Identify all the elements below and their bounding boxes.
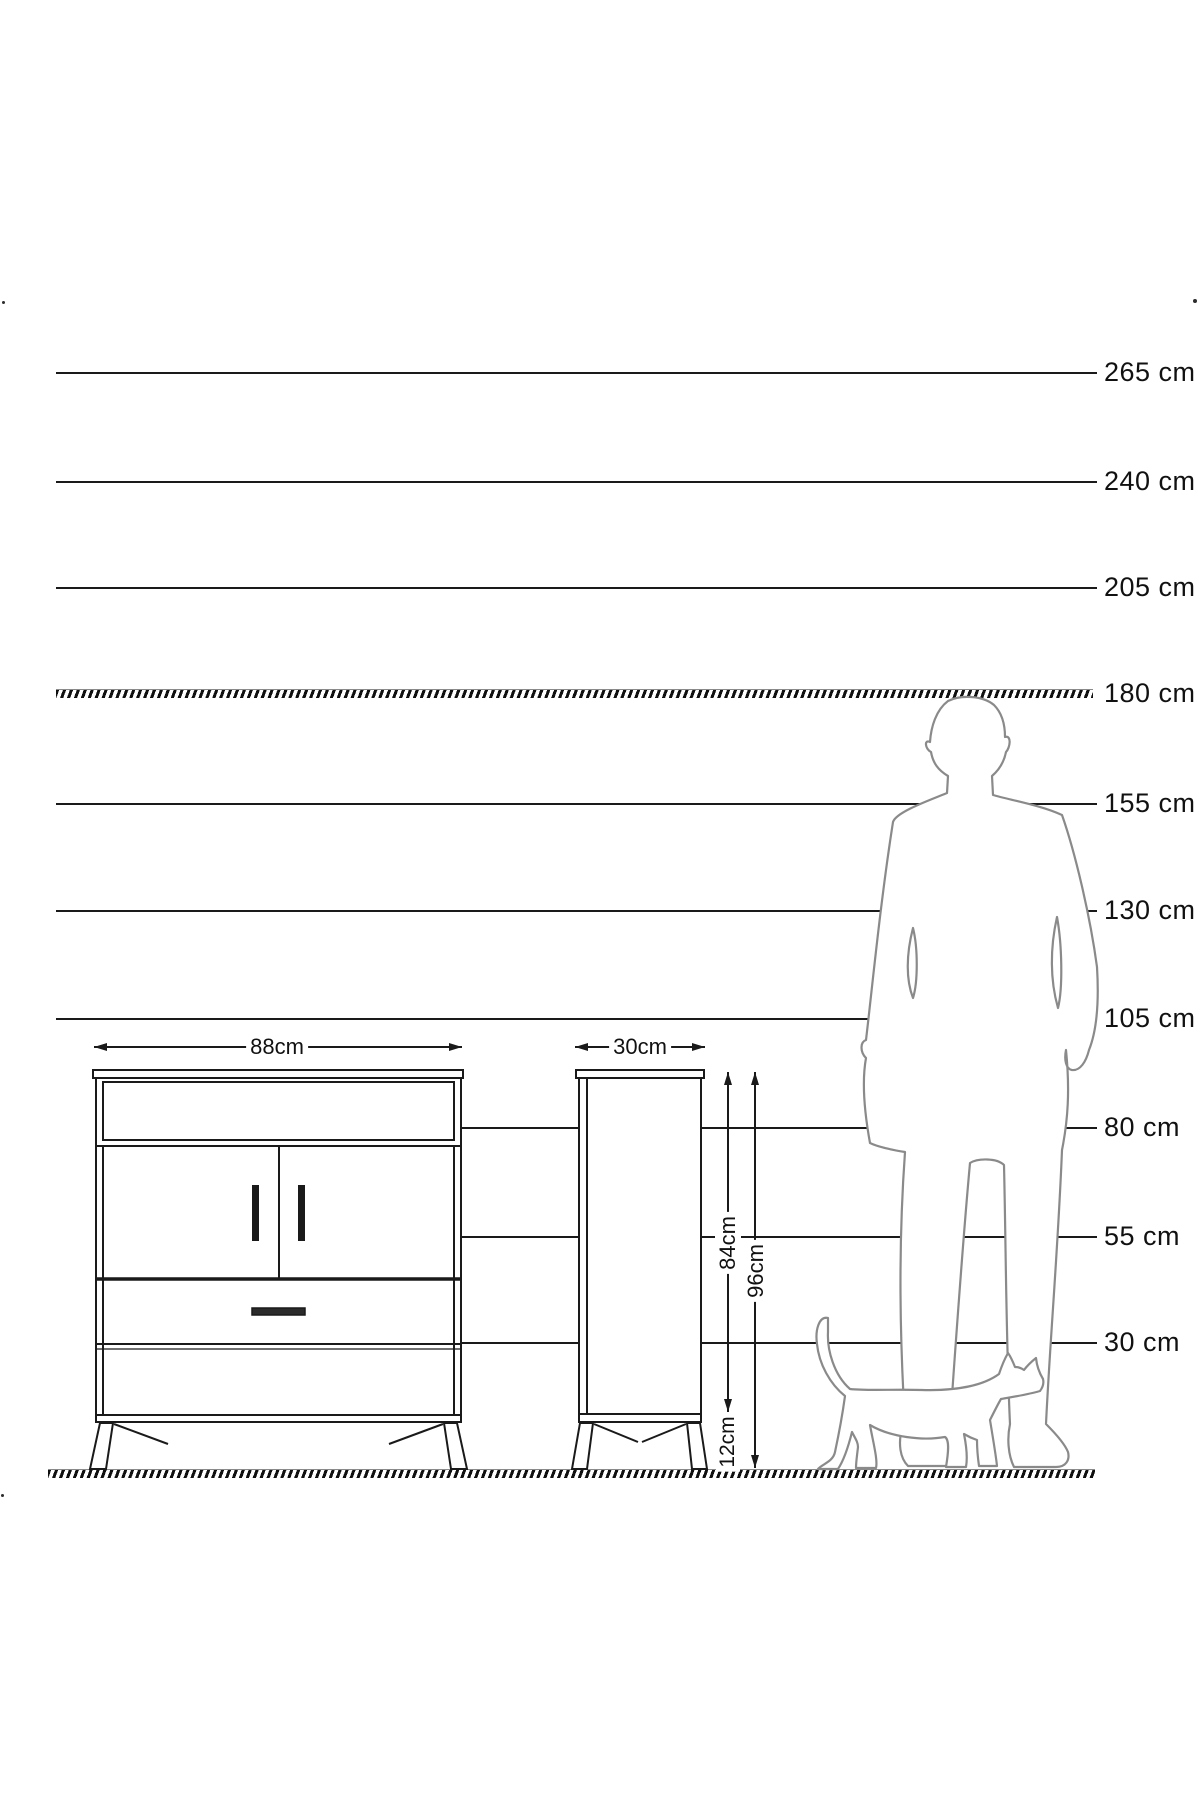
- ruler-label: 130 cm: [1104, 894, 1196, 925]
- side-cabinet: [572, 1070, 707, 1469]
- drawer-handle: [252, 1308, 305, 1315]
- ruler-label: 80 cm: [1104, 1111, 1181, 1142]
- front-cabinet-top-cap: [93, 1070, 463, 1078]
- person-outline: [862, 697, 1098, 1467]
- person-silhouette: [862, 697, 1098, 1467]
- front-left-leg: [90, 1423, 113, 1469]
- leg-height-dimension-label: 12cm: [716, 1412, 740, 1471]
- front-cabinet-open-shelf: [103, 1082, 454, 1140]
- front-right-leg: [444, 1423, 467, 1469]
- left-door-handle: [253, 1186, 258, 1240]
- side-front-leg: [572, 1423, 593, 1469]
- front-width-dimension-label: 88cm: [246, 1034, 308, 1060]
- total-height-dimension-label: 96cm: [743, 1240, 769, 1302]
- ruler-label: 155 cm: [1104, 787, 1196, 818]
- side-depth-dimension-label: 30cm: [609, 1034, 671, 1060]
- ruler-label: 205 cm: [1104, 571, 1196, 602]
- body-height-dimension-label: 84cm: [715, 1212, 741, 1274]
- ruler-label: 265 cm: [1104, 356, 1196, 387]
- side-back-leg: [687, 1423, 707, 1469]
- side-cabinet-body: [579, 1078, 701, 1422]
- ruler-label: 30 cm: [1104, 1326, 1181, 1357]
- front-cabinet: [90, 1070, 467, 1469]
- ruler-label: 105 cm: [1104, 1002, 1196, 1033]
- ruler-label: 55 cm: [1104, 1220, 1181, 1251]
- ruler-label: 240 cm: [1104, 465, 1196, 496]
- ruler-label: 180 cm: [1104, 677, 1196, 708]
- right-door-handle: [299, 1186, 304, 1240]
- side-cabinet-top-cap: [576, 1070, 704, 1078]
